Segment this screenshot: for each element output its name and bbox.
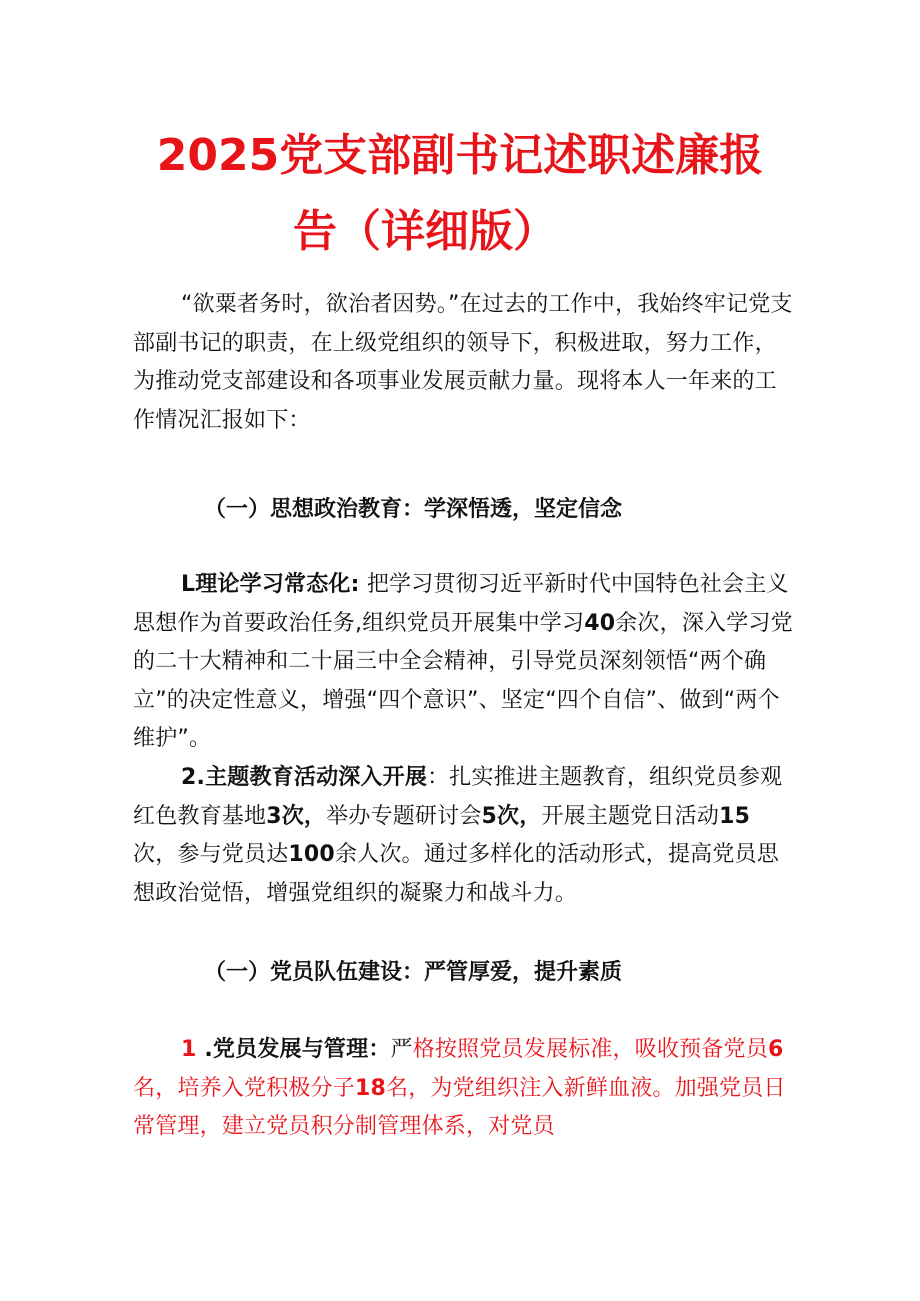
item-number: 100 xyxy=(288,842,335,868)
item-text: 余人次。通过多样化的活动形式，提高党员思想政治觉悟，增强党组织的凝聚力和战斗力。 xyxy=(133,842,779,906)
document-title xyxy=(0,118,920,270)
item-text: 举办专题研讨会 xyxy=(326,803,482,829)
section-1-heading: （一）思想政治教育：学深悟透，坚定信念 xyxy=(204,497,623,522)
item-text: 严 xyxy=(390,1037,413,1062)
item-text: 次，参与党员达 xyxy=(133,842,289,868)
item-number: 15 xyxy=(719,803,751,829)
item-text: 开展主题党日活动 xyxy=(541,803,720,829)
item-number: 6 xyxy=(767,1037,784,1062)
item-label: .党员发展与管理： xyxy=(196,1037,391,1062)
item-text: 余次，深入学习党的二十大精神和二十届三中全会精神，引导党员深刻领悟“两个确立”的决定性意义，增强“四个意识”、坚定“四个自信”、做到“两个维护”。 xyxy=(133,610,793,752)
title-line-2: 告（详细版） xyxy=(293,206,557,257)
item-text: ：扎实推进主题教育，组织党员参观红色教育基地 xyxy=(133,765,783,829)
item-text: 把学习贯彻习近平新时代中国特色社会主义思想作为首要政治任务,组织党员开展集中学习 xyxy=(133,572,789,636)
item-label: L理论学习常态化: xyxy=(181,572,360,597)
section-2-heading: （一）党员队伍建设：严管厚爱，提升素质 xyxy=(204,960,623,985)
section-1-item-2 xyxy=(133,759,793,913)
item-text: 格按照党员发展标准，吸收预备党员 xyxy=(412,1037,768,1062)
item-text: 名，培养入党积极分子 xyxy=(133,1075,356,1101)
section-2-item-1 xyxy=(133,1031,793,1147)
item-number: 3次， xyxy=(266,803,327,829)
intro-paragraph: “欲粟者务时，欲治者因势。”在过去的工作中，我始终牢记党支部副书记的职责，在上级党组织的领导下，积极进取，努力工作，为推动党支部建设和各项事业发展贡献力量。现将本人一年来的工作情况汇报如下： xyxy=(133,292,793,433)
item-label-number: 1 xyxy=(181,1037,197,1062)
item-number: 5次， xyxy=(481,803,542,829)
item-text: 名，为党组织注入新鲜血液。加强党员日常管理，建立党员积分制管理体系，对党员 xyxy=(133,1075,786,1140)
item-number: 18 xyxy=(355,1075,387,1101)
title-line-1: 2025党支部副书记述职述廉报 xyxy=(156,130,764,181)
item-label: 2.主题教育活动深入开展 xyxy=(181,765,428,790)
item-number: 40 xyxy=(584,610,616,636)
section-1-item-1 xyxy=(133,566,793,759)
